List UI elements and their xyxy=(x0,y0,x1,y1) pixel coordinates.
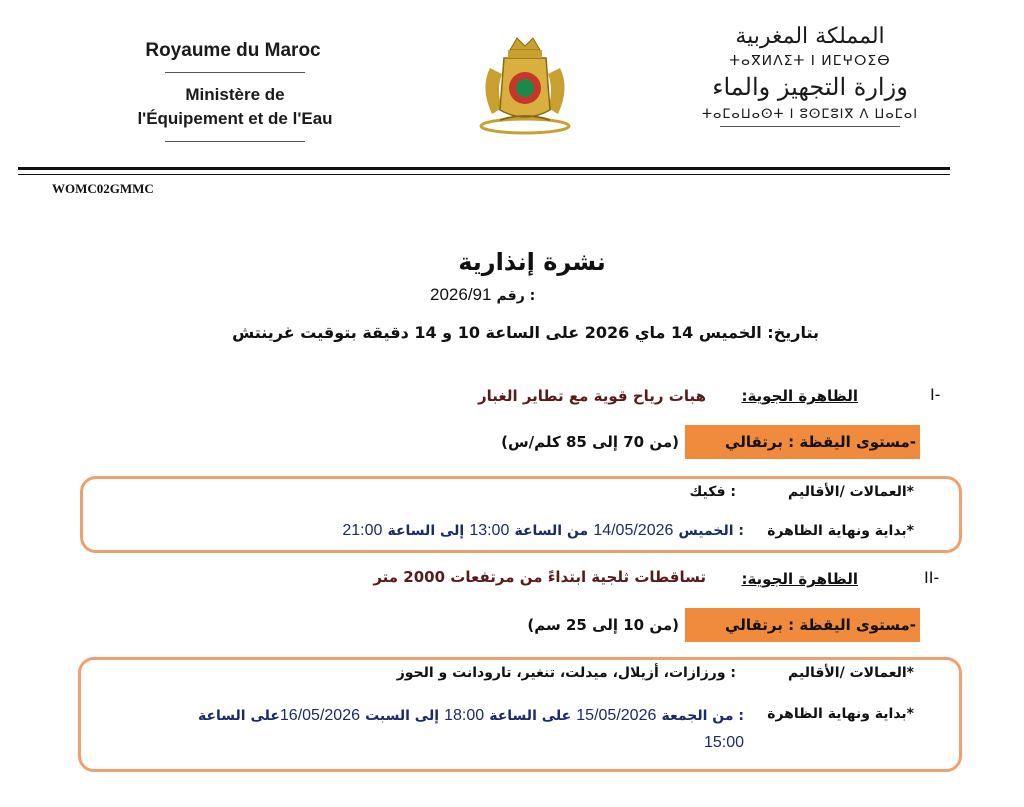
phenomenon-text: هبات رياح قوية مع تطاير الغبار xyxy=(477,387,706,405)
divider xyxy=(720,126,900,127)
header-rule xyxy=(18,167,950,170)
section-number: II- xyxy=(924,568,940,587)
section-number: I- xyxy=(930,385,941,404)
divider xyxy=(165,72,305,73)
period-time-start: 13:00 xyxy=(469,522,510,539)
period-from: على الساعة xyxy=(489,708,572,724)
regions-value: : ورزازات، أزيلال، ميدلت، تنغير، تارودانت و الحوز xyxy=(396,665,736,681)
header-rule-thin xyxy=(18,174,950,175)
period-time-end: 21:00 xyxy=(342,522,383,539)
kingdom-name-ar: المملكة المغربية xyxy=(735,24,885,49)
period-day: : من الجمعة xyxy=(661,708,744,724)
vigilance-range: (من 10 إلى 25 سم) xyxy=(527,616,679,634)
issue-date: بتاريخ: الخميس 14 ماي 2026 على الساعة 10 و 14 دقيقة بتوقيت غرينتش xyxy=(232,323,819,342)
vigilance-level-label: -مستوى اليقظة : برتقالي xyxy=(725,616,916,634)
kingdom-name-fr: Royaume du Maroc xyxy=(145,40,321,61)
vigilance-range: (من 70 إلى 85 كلم/س) xyxy=(501,433,679,451)
coat-of-arms-icon xyxy=(470,28,580,136)
header-french xyxy=(0,40,470,152)
period-label: *بداية ونهاية الظاهرة xyxy=(767,706,914,722)
period-value xyxy=(124,702,744,756)
phenomenon-label: الظاهرة الجوية: xyxy=(741,570,858,588)
period-from: من الساعة xyxy=(514,523,589,539)
regions-value: : فكيك xyxy=(689,484,736,500)
divider xyxy=(165,141,305,142)
ministry-name-fr-1: Ministère de xyxy=(185,85,285,104)
vigilance-level-badge xyxy=(685,425,920,459)
bulletin-title: نشرة إنذارية xyxy=(458,248,606,276)
vigilance-level-badge xyxy=(685,608,920,642)
period-time-start: 18:00 xyxy=(444,707,485,724)
document-code: WOMC02GMMC xyxy=(52,181,154,196)
period-date: 14/05/2026 xyxy=(593,522,674,539)
period-to: إلى الساعة xyxy=(387,523,465,539)
regions-label: *العمالات /الأقاليم xyxy=(788,665,914,681)
period-date-end: 16/05/2026 xyxy=(279,707,360,724)
bulletin-number-label: رقم : xyxy=(496,288,536,304)
phenomenon-label: الظاهرة الجوية: xyxy=(741,387,858,405)
regions-label: *العمالات /الأقاليم xyxy=(788,484,914,500)
bulletin-number-value: 2026/91 xyxy=(430,285,492,304)
period-to: إلى السبت xyxy=(365,708,440,724)
period-day: : الخميس xyxy=(678,523,744,539)
vigilance-level-label: -مستوى اليقظة : برتقالي xyxy=(725,433,916,451)
period-at: على الساعة xyxy=(197,708,280,724)
period-label: *بداية ونهاية الظاهرة xyxy=(767,523,914,539)
period-value xyxy=(342,520,744,540)
header-arabic xyxy=(700,24,920,131)
bulletin-number xyxy=(430,285,535,305)
phenomenon-text: تساقطات ثلجية ابتداءً من مرتفعات 2000 متر xyxy=(373,568,706,586)
ministry-name-tz: ⵜⴰⵎⴰⵡⴰⵙⵜ ⵏ ⵓⵙⵎⵓⵏⴳ ⴷ ⵡⴰⵎⴰⵏ xyxy=(701,107,919,122)
kingdom-name-tz: ⵜⴰⴳⵍⴷⵉⵜ ⵏ ⵍⵎⵖⵔⵉⴱ xyxy=(729,53,891,69)
ministry-name-ar: وزارة التجهيز والماء xyxy=(712,73,908,101)
ministry-name-fr-2: l'Équipement et de l'Eau xyxy=(137,109,333,128)
period-date: 15/05/2026 xyxy=(576,707,657,724)
period-time-end: 15:00 xyxy=(703,734,744,751)
